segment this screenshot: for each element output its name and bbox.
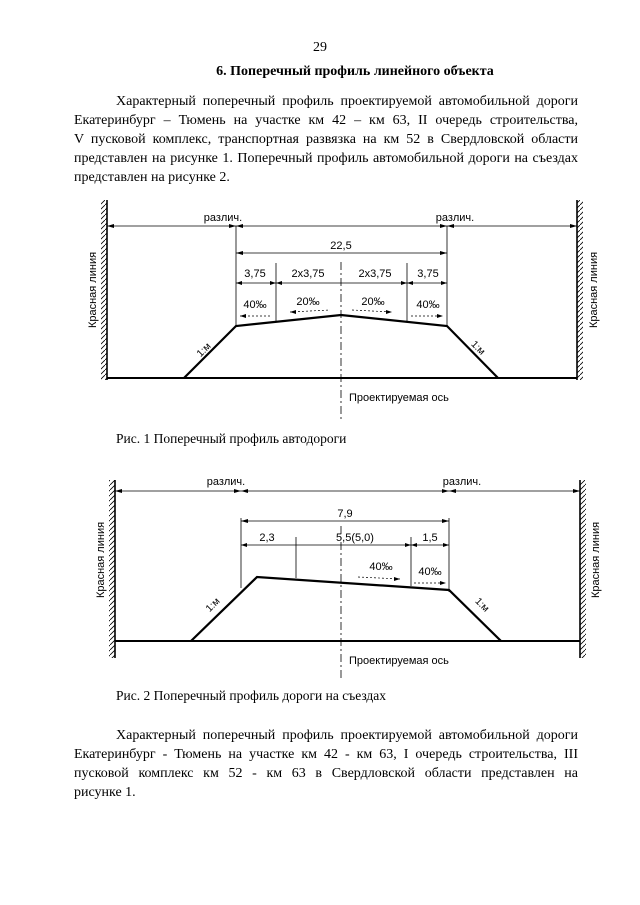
paragraph-line: Характерный поперечный профиль проектируемой автомобильной дороги (116, 728, 578, 743)
paragraph-line: рисунке 1. (74, 785, 136, 800)
figure1-caption: Рис. 1 Поперечный профиль автодороги (116, 431, 347, 446)
arrow (441, 281, 447, 285)
arrow (437, 314, 443, 318)
slope-label: 40‰ (418, 566, 442, 578)
axis-label: Проектируемая ось (349, 392, 449, 404)
paragraph-line: Екатеринбург - Тюмень на участке км 42 - км 63, I очередь строительства, III (74, 747, 578, 762)
paragraph-line: пусковой комплекс км 52 - км 63 в Свердловской области представлен на (74, 766, 578, 781)
figure1-drawing (87, 200, 600, 420)
paragraph-closing (74, 726, 578, 802)
lane-dim-label: 3,75 (244, 268, 266, 280)
section-title: 6. Поперечный профиль линейного объекта (216, 64, 494, 79)
arrow (107, 224, 114, 228)
arrow (440, 581, 446, 585)
embankment-right-label: 1:м (468, 338, 488, 358)
arrow (236, 224, 243, 228)
lane-dim-label: 5,5(5,0) (336, 532, 374, 544)
red-line-left-label: Красная линия (87, 251, 99, 329)
red-line-right-label: Красная линия (590, 521, 602, 599)
arrow (290, 310, 296, 314)
axis-label: Проектируемая ось (349, 655, 449, 667)
red-line-left-hatch (109, 480, 115, 658)
arrow (411, 543, 417, 547)
total-width-label: 7,9 (337, 508, 353, 520)
red-line-left-label: Красная линия (95, 521, 107, 599)
paragraph-line: Характерный поперечный профиль проектируемой автомобильной дороги (116, 94, 578, 109)
slope-label: 20‰ (361, 296, 385, 308)
lane-dim-label: 2х3,75 (358, 268, 392, 280)
total-width-label: 22,5 (330, 240, 352, 252)
variable-left-label: различ. (203, 212, 243, 224)
arrow (229, 224, 236, 228)
paragraph-line: представлен на рисунке 2. (74, 170, 230, 185)
paragraph-line: V пусковой комплекс, транспортная развязка на км 52 в Свердловской области (74, 132, 578, 147)
arrow (407, 281, 413, 285)
figure2-drawing (95, 476, 602, 678)
red-line-left-hatch (101, 200, 107, 380)
arrow (270, 281, 276, 285)
embankment-left-label: 1:м (194, 340, 214, 360)
arrow (236, 281, 242, 285)
arrow (236, 251, 243, 255)
arrow (440, 224, 447, 228)
arrow (573, 489, 580, 493)
red-line-right-hatch (577, 200, 583, 380)
arrow (443, 543, 449, 547)
slope-label: 40‰ (416, 299, 440, 311)
arrow (442, 519, 449, 523)
embankment-right-label: 1:м (472, 595, 492, 615)
page-number: 29 (313, 40, 327, 55)
variable-left-label: различ. (206, 476, 246, 488)
figure2-caption: Рис. 2 Поперечный профиль дороги на съездах (116, 688, 387, 703)
arrow (442, 489, 449, 493)
red-line-right-hatch (580, 480, 586, 658)
arrow (449, 489, 456, 493)
lane-dim-label: 2х3,75 (291, 268, 325, 280)
slope-label: 40‰ (369, 561, 393, 573)
paragraph-line: представлен на рисунке 1. Поперечный профиль автомобильной дороги на съездах (74, 151, 578, 166)
arrow (115, 489, 122, 493)
lane-dim-label: 2,3 (259, 532, 275, 544)
lane-dim-label: 3,75 (417, 268, 439, 280)
red-line-right-label: Красная линия (588, 251, 600, 329)
arrow (241, 543, 247, 547)
variable-right-label: различ. (442, 476, 482, 488)
arrow (394, 577, 400, 581)
arrow (570, 224, 577, 228)
arrow (234, 489, 241, 493)
arrow (401, 281, 407, 285)
slope-label: 20‰ (296, 296, 320, 308)
paragraph-line: Екатеринбург – Тюмень на участке км 42 – км 63, II очередь строительства, (74, 113, 578, 128)
arrow (240, 314, 246, 318)
slope-label: 40‰ (243, 299, 267, 311)
arrow (440, 251, 447, 255)
arrow (276, 281, 282, 285)
arrow (241, 519, 248, 523)
arrow (241, 489, 248, 493)
arrow (386, 310, 392, 314)
variable-right-label: различ. (435, 212, 475, 224)
arrow (405, 543, 411, 547)
arrow (447, 224, 454, 228)
road-profile (191, 577, 501, 641)
lane-dim-label: 1,5 (422, 532, 438, 544)
embankment-left-label: 1:м (203, 595, 223, 615)
